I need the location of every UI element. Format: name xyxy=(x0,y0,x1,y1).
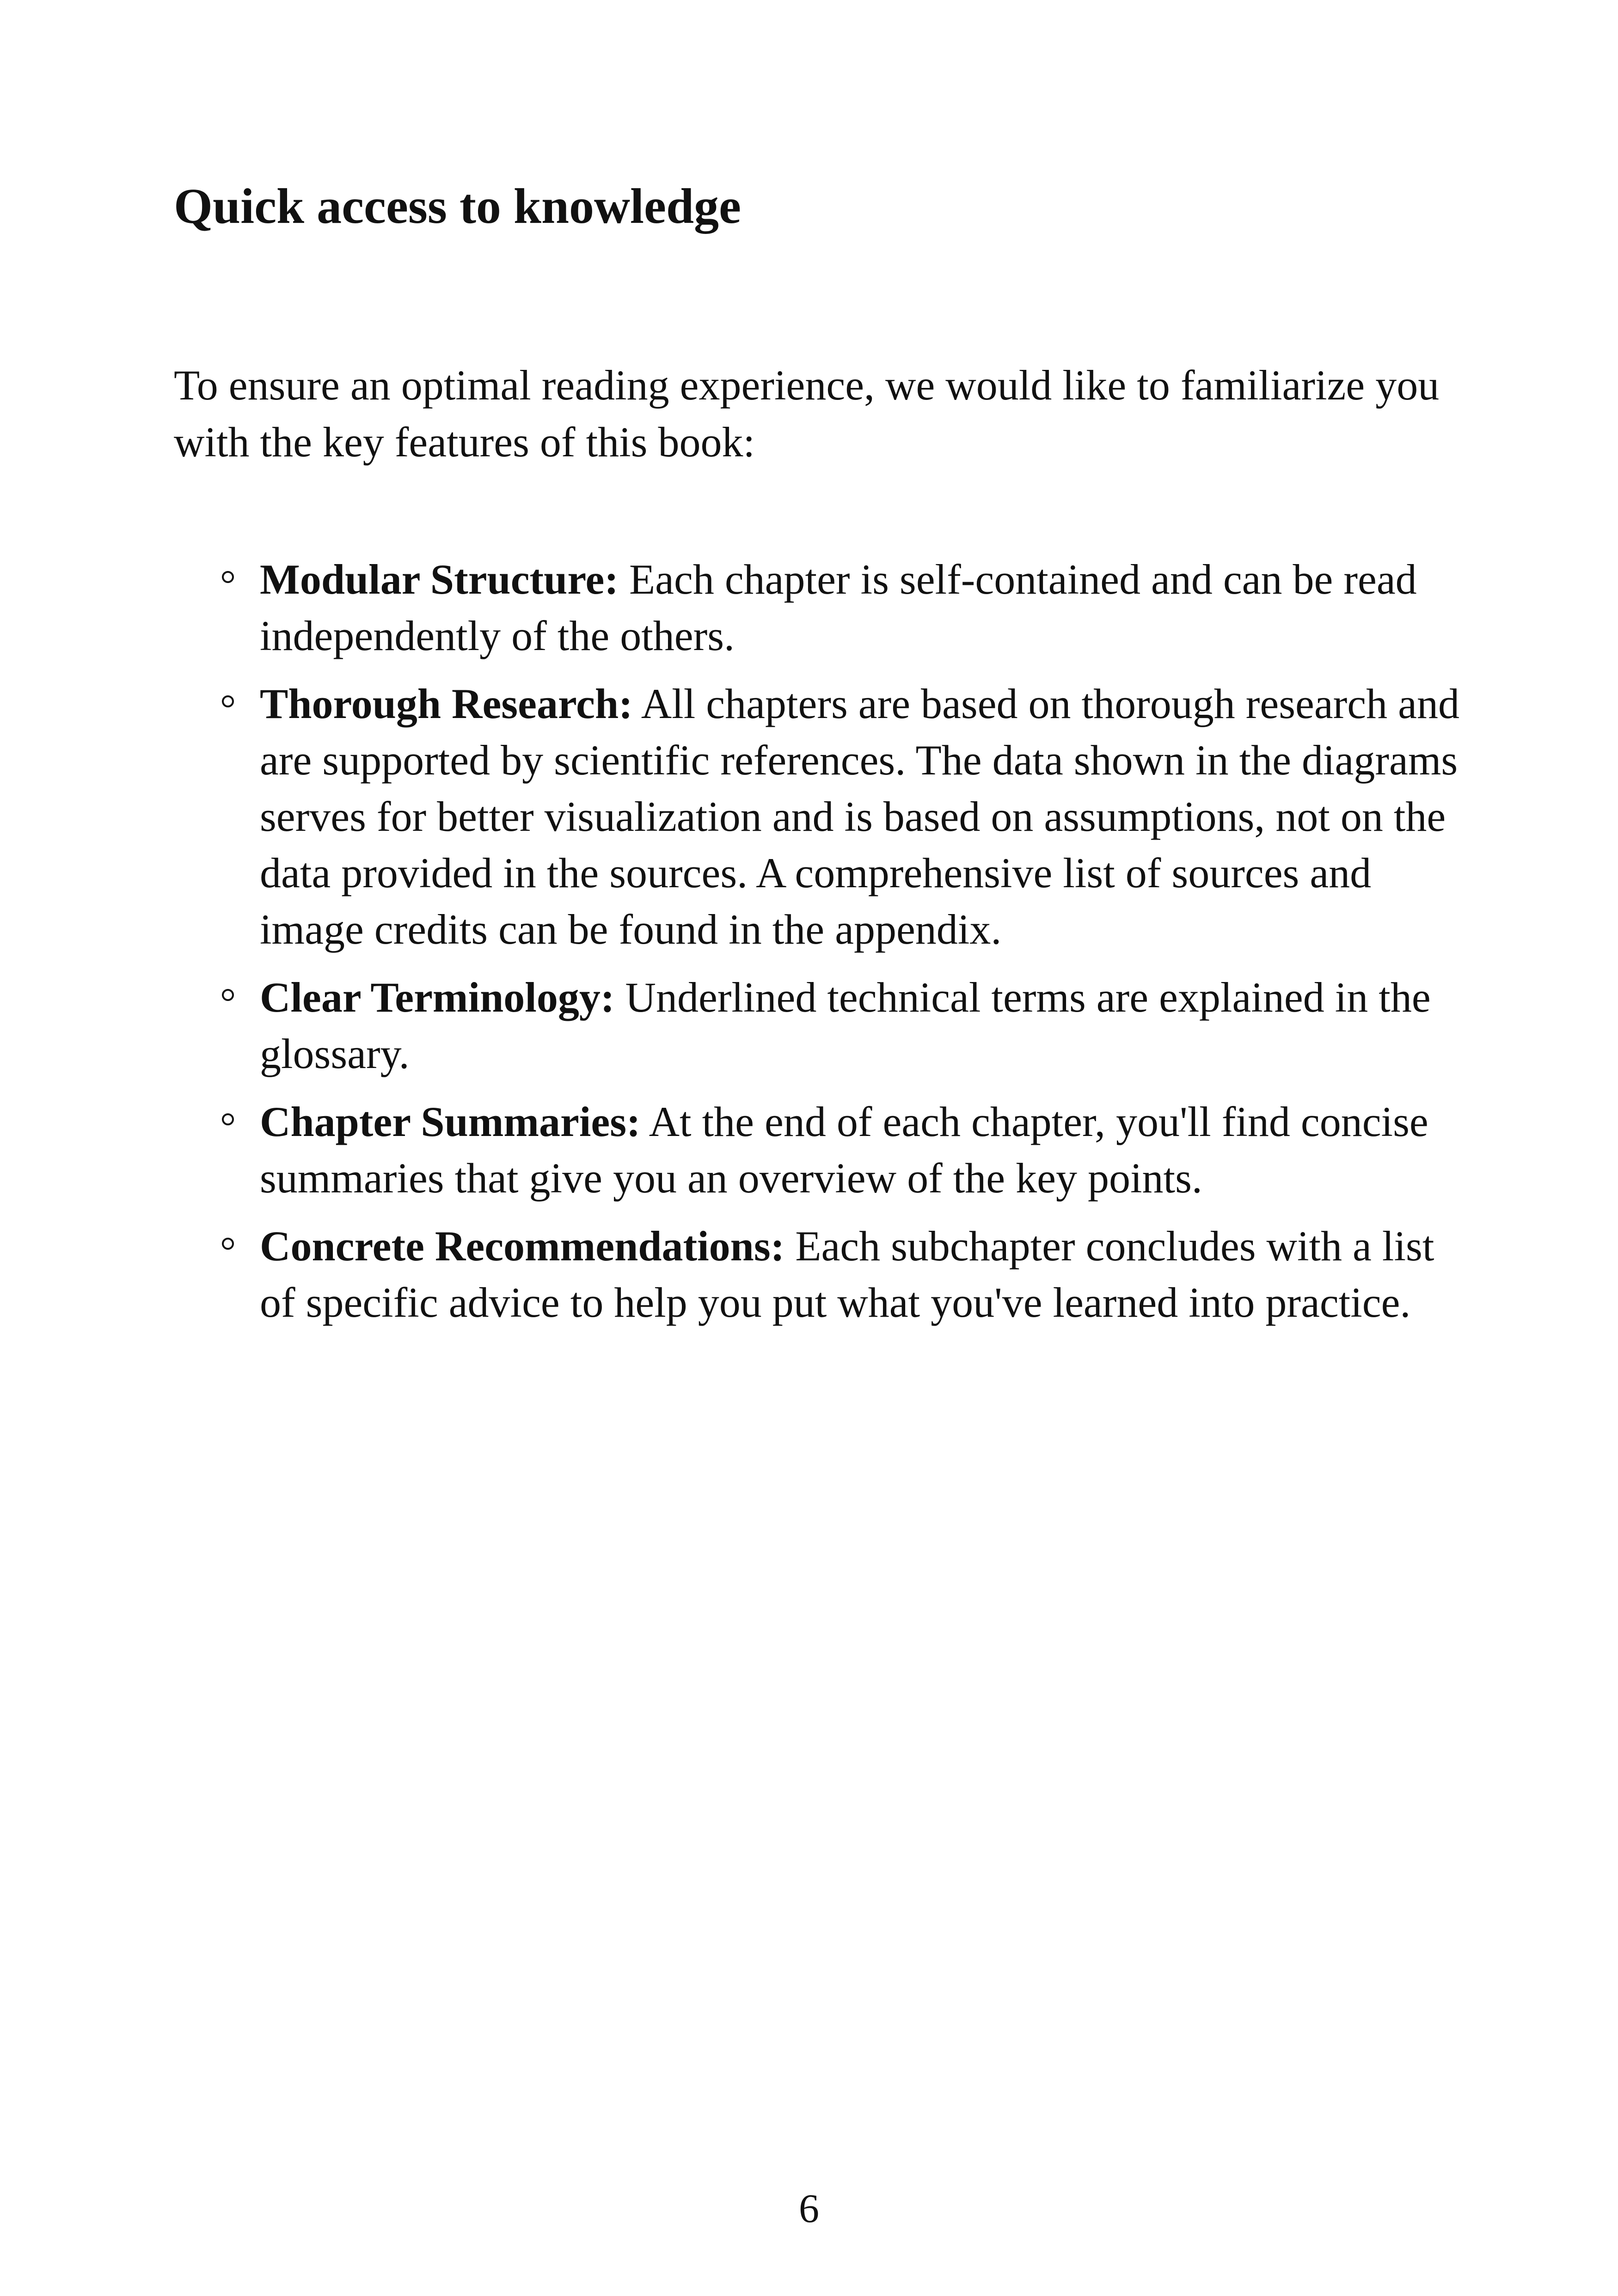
hollow-circle-bullet-icon xyxy=(222,571,234,583)
feature-item-thorough-research xyxy=(174,675,1464,958)
page-number: 6 xyxy=(799,2186,819,2231)
feature-item-modular-structure xyxy=(174,551,1464,664)
feature-item-clear-terminology xyxy=(174,969,1464,1082)
feature-list xyxy=(174,551,1464,1342)
intro-paragraph: To ensure an optimal reading experience, we would like to familiarize you with the key features of this book: xyxy=(174,362,1440,466)
feature-title: Modular Structure: xyxy=(260,556,619,603)
feature-title: Thorough Research: xyxy=(260,680,633,727)
hollow-circle-bullet-icon xyxy=(222,989,234,1001)
feature-title: Clear Terminology: xyxy=(260,974,615,1021)
feature-text: At the end of each chapter, you'll find concise summaries that give you an overview of the key points. xyxy=(260,1098,1428,1202)
hollow-circle-bullet-icon xyxy=(222,1113,234,1125)
page-title: Quick access to knowledge xyxy=(174,179,741,234)
hollow-circle-bullet-icon xyxy=(222,1238,234,1250)
hollow-circle-bullet-icon xyxy=(222,695,234,707)
feature-item-concrete-recommendations xyxy=(174,1218,1464,1331)
feature-item-chapter-summaries xyxy=(174,1093,1464,1206)
feature-text: All chapters are based on thorough research and are supported by scientific references. The data shown in the diagrams serves for better visualization and is based on assumptions, not on the data provided in the sources. A comprehensive list of sources and image credits can be found in the appendix. xyxy=(260,680,1459,953)
feature-title: Concrete Recommendations: xyxy=(260,1222,785,1270)
feature-text: Each subchapter concludes with a list of specific advice to help you put what you've learned into practice. xyxy=(260,1222,1434,1326)
feature-text: Underlined technical terms are explained in the glossary. xyxy=(260,974,1431,1077)
feature-title: Chapter Summaries: xyxy=(260,1098,641,1145)
feature-text: Each chapter is self-contained and can be read independently of the others. xyxy=(260,556,1417,659)
